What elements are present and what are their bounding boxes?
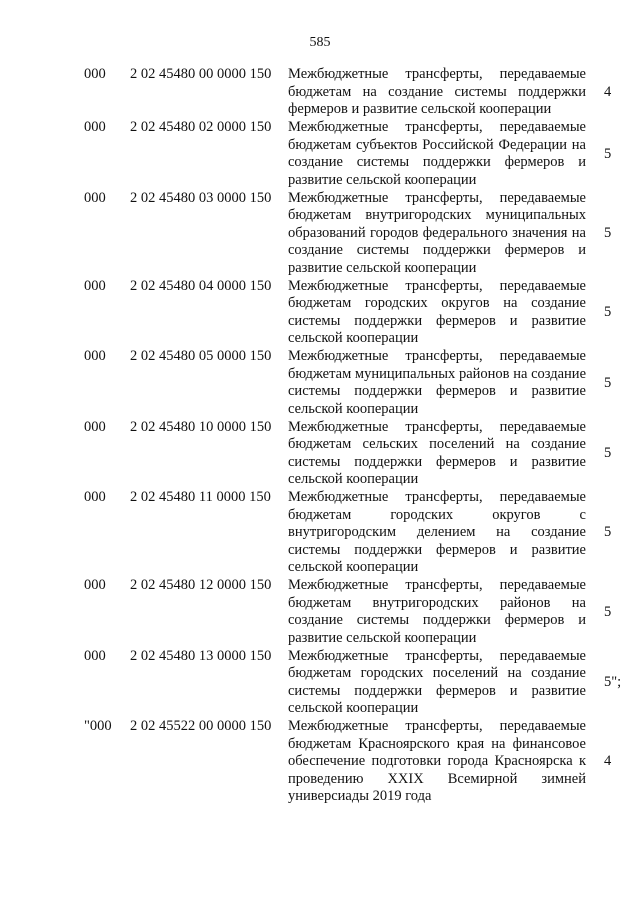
table-row bbox=[0, 348, 640, 419]
row-value: 5 bbox=[604, 374, 612, 391]
table-row bbox=[0, 419, 640, 490]
budget-code: 2 02 45480 03 0000 150 bbox=[130, 189, 272, 206]
row-description: Межбюджетные трансферты, передаваемые бюджетам городских округов с внутригородским делением на создание системы поддержки фермеров и развитие сельской кооперации bbox=[288, 489, 586, 575]
row-description: Межбюджетные трансферты, передаваемые бюджетам внутригородских районов на создание системы поддержки фермеров и развитие сельской кооперации bbox=[288, 577, 586, 646]
budget-code: 2 02 45480 02 0000 150 bbox=[130, 119, 272, 135]
table-row bbox=[0, 66, 640, 119]
table-row bbox=[0, 718, 640, 806]
budget-code: 2 02 45480 11 0000 150 bbox=[130, 489, 271, 505]
budget-code: 2 02 45480 04 0000 150 bbox=[130, 277, 272, 294]
row-value: 5"; bbox=[604, 674, 622, 690]
row-value: 5 bbox=[604, 224, 612, 241]
table-row bbox=[0, 577, 640, 648]
row-value: 5 bbox=[604, 603, 612, 620]
row-value: 5 bbox=[604, 145, 612, 162]
page-number: 585 bbox=[309, 35, 331, 50]
row-value: 5 bbox=[604, 304, 612, 320]
row-value: 5 bbox=[604, 524, 612, 540]
row-value: 4 bbox=[604, 753, 612, 769]
row-value: 5 bbox=[604, 445, 612, 461]
table-row bbox=[0, 190, 640, 278]
admin-code: "000 bbox=[84, 718, 112, 734]
admin-code: 000 bbox=[84, 489, 106, 505]
budget-code: 2 02 45480 13 0000 150 bbox=[130, 647, 272, 664]
budget-code: 2 02 45480 10 0000 150 bbox=[130, 418, 272, 435]
budget-code: 2 02 45522 00 0000 150 bbox=[130, 718, 272, 734]
row-description: Межбюджетные трансферты, передаваемые бюджетам внутригородских муниципальных образований городов федерального значения на создание системы поддержки фермеров и развитие сельской кооперации bbox=[288, 189, 586, 276]
admin-code: 000 bbox=[84, 277, 106, 294]
row-description: Межбюджетные трансферты, передаваемые бюджетам сельских поселений на создание системы поддержки фермеров и развитие сельской кооперации bbox=[288, 418, 586, 487]
table-row bbox=[0, 278, 640, 349]
row-description: Межбюджетные трансферты, передаваемые бюджетам городских округов на создание системы поддержки фермеров и развитие сельской кооперации bbox=[288, 277, 586, 346]
budget-code-table bbox=[0, 66, 640, 806]
admin-code: 000 bbox=[84, 189, 106, 206]
row-value: 4 bbox=[604, 83, 612, 100]
admin-code: 000 bbox=[84, 647, 106, 664]
table-row bbox=[0, 489, 640, 577]
admin-code: 000 bbox=[84, 348, 106, 364]
row-description: Межбюджетные трансферты, передаваемые бюджетам субъектов Российской Федерации на создание системы поддержки фермеров и развитие сельской кооперации bbox=[288, 119, 586, 188]
admin-code: 000 bbox=[84, 577, 106, 593]
admin-code: 000 bbox=[84, 66, 106, 82]
row-description: Межбюджетные трансферты, передаваемые бюджетам на создание системы поддержки фермеров и развитие сельской кооперации bbox=[288, 66, 586, 117]
table-row bbox=[0, 119, 640, 190]
admin-code: 000 bbox=[84, 418, 106, 435]
budget-code: 2 02 45480 05 0000 150 bbox=[130, 348, 272, 364]
admin-code: 000 bbox=[84, 119, 106, 135]
budget-code: 2 02 45480 00 0000 150 bbox=[130, 66, 272, 82]
row-description: Межбюджетные трансферты, передаваемые бюджетам Красноярского края на финансовое обеспечение подготовки города Красноярска к проведению XXIX Всемирной зимней универсиады 2019 года bbox=[288, 718, 586, 804]
table-row bbox=[0, 648, 640, 719]
row-description: Межбюджетные трансферты, передаваемые бюджетам муниципальных районов на создание системы поддержки фермеров и развитие сельской кооперации bbox=[288, 348, 586, 417]
budget-code: 2 02 45480 12 0000 150 bbox=[130, 577, 272, 593]
row-description: Межбюджетные трансферты, передаваемые бюджетам городских поселений на создание системы поддержки фермеров и развитие сельской кооперации bbox=[288, 647, 586, 716]
